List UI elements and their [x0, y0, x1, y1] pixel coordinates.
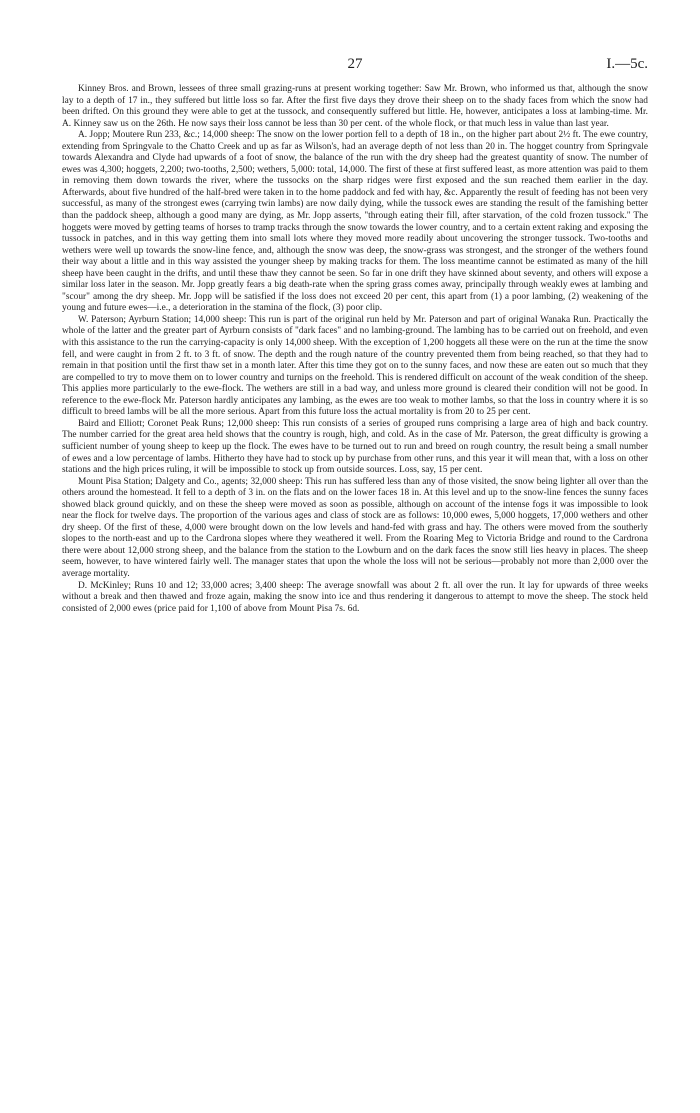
paragraph-mckinley: D. McKinley; Runs 10 and 12; 33,000 acres; 3,400 sheep: The average snowfall was about 2 ft. all over the run. It lay for upwards of three weeks without a break and then thawed and froze again, making the snow into ice and thus rendering it dangerous to attempt to move the sheep. The stock held consisted of 2,000 ewes (price paid for 1,100 of above from Mount Pisa 7s. 6d. [62, 580, 648, 614]
paragraph-baird-elliott: Baird and Elliott; Coronet Peak Runs; 12,000 sheep: This run consists of a series of grouped runs comprising a large area of high and back country. The number carried for the great area held shows that the country is rough, high, and cold. As in the case of Mr. Paterson, the great difficulty is growing a sufficient number of young sheep to keep up the flock. The ewes have to be turned out to run and breed on rough country, the result being a small number of ewes and a low percentage of lambs. Hitherto they have had to stock up by purchase from other runs, and this year it will mean that, with a loss on other stations and the high prices ruling, it will be impossible to stock up from outside sources. Loss, say, 15 per cent. [62, 418, 648, 476]
paragraph-kinney-brown: Kinney Bros. and Brown, lessees of three small grazing-runs at present working together: Saw Mr. Brown, who informed us that, although the snow lay to a depth of 17 in., they suffered but little loss so far. After the first five days they drove their sheep on to the shady faces from which the snow had been drifted. On this ground they were able to get at the tussock, and consequently suffered but little. He, however, anticipates a loss at lambing-time. Mr. A. Kinney saw us on the 26th. He now says their loss cannot be less than 30 per cent. of the whole flock, or that much less in value than last year. [62, 84, 648, 129]
document-reference: I.—5c. [606, 56, 648, 72]
page-number: 27 [347, 56, 363, 72]
paragraph-jopp: A. Jopp; Moutere Run 233, &c.; 14,000 sheep: The snow on the lower portion fell to a depth of 18 in., on the higher part about 2½ ft. The ewe country, extending from Springvale to the Chatto Creek and up as far as Wilson's, had an average depth of not less than 20 in. The hogget country from Springvale towards Alexandra and Clyde had upwards of a foot of snow, the balance of the run with the dry sheep had the greatest quantity of snow. The number of ewes was 4,300; hoggets, 2,200; two-tooths, 2,500; wethers, 5,000: total, 14,000. The first of these at first suffered least, as more attention was paid to them in removing them down towards the river, where the tussocks on the sharp ridges were first exposed and the sun reached them earlier in the day. Afterwards, about five hundred of the half-bred were taken in to the home paddock and fed with hay, &c. Apparently the result of feeding has not been very successful, as many of the strongest ewes (carrying twin lambs) are now daily dying, while the tussock ewes are standing the result of the famishing better than the paddock sheep, although a good many are dying, as Mr. Jopp asserts, "through eating their fill, after starvation, of the cold frozen tussock." The hoggets were moved by getting teams of horses to tramp tracks through the snow towards the lower country, and to a certain extent raking and exposing the tussock in patches, and in this way getting them into small lots where they moved more readily about uncovering the stronger tussock. Two-tooths and wethers were well up towards the snow-line fence, and, although the snow was deep, the snow-grass was strongest, and the stronger of the wethers found their way about a little and in this way assisted the younger sheep by making tracks for them. The loss meantime cannot be estimated as many of the hill sheep have been caught in the drifts, and until these thaw they cannot be seen. So far in one drift they have skinned about seventy, and others will expose a similar loss later in the season. Mr. Jopp greatly fears a big death-rate when the spring grass comes away, principally through weakly ewes at lambing and "scour" among the dry sheep. Mr. Jopp will be satisfied if the loss does not exceed 20 per cent, this apart from (1) a poor lambing, (2) weakening of the young and future ewes—i.e., a deterioration in the stamina of the flock, (3) poor clip. [62, 130, 648, 314]
page-header [62, 56, 648, 84]
paragraph-paterson: W. Paterson; Ayrburn Station; 14,000 sheep: This run is part of the original run held by Mr. Paterson and part of original Wanaka Run. Practically the whole of the latter and the greater part of Ayrburn consists of "dark faces" and no lambing-ground. The lambing has to be carried out on freehold, and even with this assistance to the run the carrying-capacity is only 14,000 sheep. With the exception of 1,200 hoggets all these were on the run at the time the snow fell, and were caught in from 2 ft. to 3 ft. of snow. The depth and the rough nature of the country prevented them from being reached, so that they had to remain in that position until the first thaw set in a month later. After this time they got on to the sunny faces, and now these are eaten out so much that they are compelled to try to move them on to lower country and turnips on the freehold. This is rendered difficult on account of the weak condition of the sheep. This applies more particularly to the ewe-flock. The wethers are still in a bad way, and unless more ground is cleared their condition will not be good. In reference to the ewe-flock Mr. Paterson hardly anticipates any lambing, as the ewes are too weak to mother lambs, so that the loss in country where it is so difficult to breed lambs will be all the more serious. Apart from this future loss the actual mortality is from 20 to 25 per cent. [62, 314, 648, 418]
paragraph-mount-pisa: Mount Pisa Station; Dalgety and Co., agents; 32,000 sheep: This run has suffered less than any of those visited, the snow being lighter all over than the others around the homestead. It fell to a depth of 3 in. on the flats and on the lower faces 18 in. At this level and up to the snow-line fences the sunny faces showed black ground quickly, and on these the sheep were moved as soon as possible, although on account of the intense fogs it was impossible to look near the flock for twelve days. The proportion of the various ages and class of stock are as follows: 10,000 ewes, 5,000 hoggets, 17,000 wethers and other dry sheep. Of the first of these, 4,000 were brought down on the low levels and hand-fed with grass and hay. The others were moved from the southerly slopes to the north-east and up to the Cardrona slopes where they weathered it well. From the Roaring Meg to Victoria Bridge and round to the Cardrona there were about 12,000 strong sheep, and the balance from the station to the Lowburn and on the dark faces the snow still lies heavy in places. The sheep seem, however, to have wintered fairly well. The manager states that upon the whole the loss will not be serious—probably not more than 2,000 over the average mortality. [62, 476, 648, 579]
report-body [62, 84, 648, 615]
